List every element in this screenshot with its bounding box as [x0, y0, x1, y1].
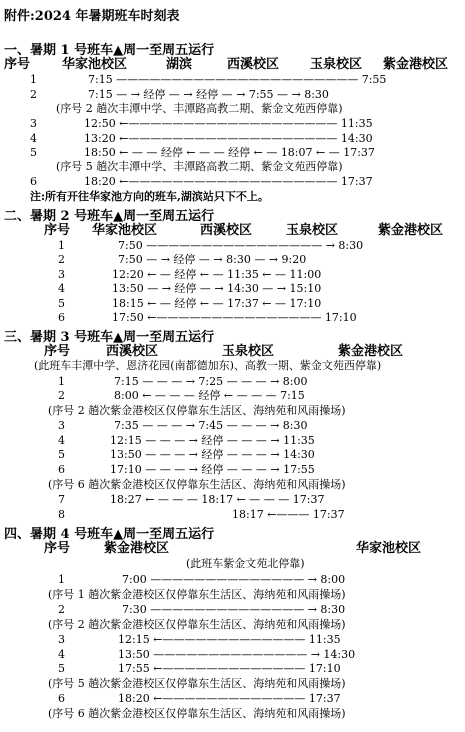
timetable-line: 二、暑期 2 号班车▲周一至周五运行 [4, 209, 215, 224]
timetable-line: 7:15 — → 经停 — → 经停 — → 7:55 — → 8:30 [88, 88, 329, 101]
timetable-line: 7:50 ———————————————— → 8:30 [118, 239, 364, 252]
timetable-line: (序号 2 趟次丰潭中学、丰潭路高教二期、紫金文苑西停靠) [56, 102, 343, 115]
timetable-line: 18:50 ← — — 经停 ← — — 经停 ← — 18:07 ← — 17:37 [84, 146, 375, 159]
timetable-line: 序号 [44, 344, 71, 359]
timetable-line: 12:20 ← — 经停 ← — 11:35 ← — 11:00 [112, 268, 322, 281]
timetable-line: 18:20 ←——————————————————— 17:37 [84, 175, 373, 188]
timetable-line: (序号 6 趟次紫金港校区仅停靠东生活区、海纳苑和风雨操场) [48, 707, 346, 720]
timetable-line: (序号 2 趟次紫金港校区仅停靠东生活区、海纳苑和风雨操场) [48, 404, 346, 417]
document-title: 附件:2024 年暑期班车时刻表 [4, 9, 180, 24]
timetable-line: 18:15 ← — 经停 ← — 17:37 ← — 17:10 [112, 297, 322, 310]
timetable-line: 3 [30, 117, 37, 130]
timetable-line: 12:15 ←————————————— 11:35 [118, 633, 341, 646]
timetable-line: 紫金港校区 [338, 344, 404, 359]
timetable-line: 12:50 ←——————————————————— 11:35 [84, 117, 373, 130]
timetable-line: 7:50 — → 经停 — → 8:30 — → 9:20 [118, 253, 307, 266]
timetable-line: 2 [58, 253, 65, 266]
timetable-line: 6 [30, 175, 37, 188]
timetable-line: (序号 2 趟次紫金港校区仅停靠东生活区、海纳苑和风雨操场) [48, 618, 346, 631]
timetable-line: 西溪校区 [106, 344, 159, 359]
timetable-line: (此班车丰潭中学、恩济花园(南都德加东)、高教一期、紫金文苑西停靠) [34, 359, 382, 372]
timetable-line: 18:17 ←——— 17:37 [232, 508, 345, 521]
timetable-line: (序号 1 趟次紫金港校区仅停靠东生活区、海纳苑和风雨操场) [48, 588, 346, 601]
timetable-line: 2 [58, 603, 65, 616]
timetable-line: 12:15 — — — → 经停 — — — → 11:35 [110, 434, 315, 447]
timetable-line: 5 [30, 146, 37, 159]
timetable-line: 1 [58, 573, 65, 586]
timetable-line: 华家池校区 [356, 541, 422, 556]
timetable-line: 6 [58, 692, 65, 705]
timetable-line: 1 [58, 239, 65, 252]
timetable-line: 8:00 ← — — — 经停 ← — — — 7:15 [114, 389, 305, 402]
timetable-line: 13:50 — — — → 经停 — — — → 14:30 [110, 448, 315, 461]
timetable-line: 1 [30, 73, 37, 86]
timetable-line: 3 [58, 633, 65, 646]
timetable-line: 紫金港校区 [383, 57, 449, 72]
timetable-line: 四、暑期 4 号班车▲周一至周五运行 [4, 527, 215, 542]
timetable-line: 玉泉校区 [286, 223, 339, 238]
timetable-line: 7 [58, 493, 65, 506]
timetable-line: 13:50 — → 经停 — → 14:30 — → 15:10 [112, 282, 322, 295]
timetable-line: 17:50 ←——————————————— 17:10 [112, 311, 357, 324]
timetable-line: 13:50 —————————————— → 14:30 [118, 648, 356, 661]
timetable-line: 6 [58, 463, 65, 476]
timetable-line: 5 [58, 662, 65, 675]
timetable-line: 18:20 ←————————————— 17:37 [118, 692, 341, 705]
timetable-line: 4 [30, 132, 37, 145]
timetable-line: 7:15 — — — → 7:25 — — — → 8:00 [114, 375, 308, 388]
timetable-line: 6 [58, 311, 65, 324]
timetable-line: (此班车紫金文苑北停靠) [186, 557, 305, 570]
timetable-line: 1 [58, 375, 65, 388]
timetable-line: 玉泉校区 [310, 57, 363, 72]
timetable-line: (序号 5 趟次紫金港校区仅停靠东生活区、海纳苑和风雨操场) [48, 677, 346, 690]
timetable-line: (序号 5 趟次丰潭中学、丰潭路高教二期、紫金文苑西停靠) [56, 160, 343, 173]
timetable-line: 紫金港校区 [104, 541, 170, 556]
timetable-line: 湖滨 [166, 57, 193, 72]
timetable-line: 华家池校区 [62, 57, 128, 72]
timetable-line: 西溪校区 [227, 57, 280, 72]
timetable-line: 序号 [4, 57, 31, 72]
timetable-line: 7:35 — — — → 7:45 — — — → 8:30 [114, 419, 308, 432]
timetable-line: 一、暑期 1 号班车▲周一至周五运行 [4, 43, 215, 58]
timetable-line: 18:27 ← — — — 18:17 ← — — — 17:37 [110, 493, 325, 506]
timetable-line: 4 [58, 648, 65, 661]
timetable-line: 2 [30, 88, 37, 101]
timetable-line: 4 [58, 434, 65, 447]
timetable-line: 7:15 —————————————————————— 7:55 [88, 73, 387, 86]
timetable-line: 7:30 —————————————— → 8:30 [122, 603, 346, 616]
timetable-line: (序号 6 趟次紫金港校区仅停靠东生活区、海纳苑和风雨操场) [48, 478, 346, 491]
timetable-line: 序号 [44, 223, 71, 238]
timetable-line: 3 [58, 268, 65, 281]
timetable-line: 17:10 — — — → 经停 — — — → 17:55 [110, 463, 315, 476]
timetable-line: 5 [58, 297, 65, 310]
timetable-line: 西溪校区 [200, 223, 253, 238]
timetable-line: 17:55 ←————————————— 17:10 [118, 662, 341, 675]
timetable-line: 紫金港校区 [378, 223, 444, 238]
timetable-line: 玉泉校区 [222, 344, 275, 359]
timetable-line: 13:20 ←——————————————————— 14:30 [84, 132, 373, 145]
timetable-line: 5 [58, 448, 65, 461]
timetable-line: 三、暑期 3 号班车▲周一至周五运行 [4, 330, 215, 345]
timetable-line: 7:00 —————————————— → 8:00 [122, 573, 346, 586]
timetable-line: 3 [58, 419, 65, 432]
timetable-line: 4 [58, 282, 65, 295]
timetable-line: 华家池校区 [92, 223, 158, 238]
timetable-line: 2 [58, 389, 65, 402]
timetable-line: 序号 [44, 541, 71, 556]
timetable-line: 注:所有开往华家池方向的班车,湖滨站只下不上。 [30, 190, 269, 203]
timetable-line: 8 [58, 508, 65, 521]
